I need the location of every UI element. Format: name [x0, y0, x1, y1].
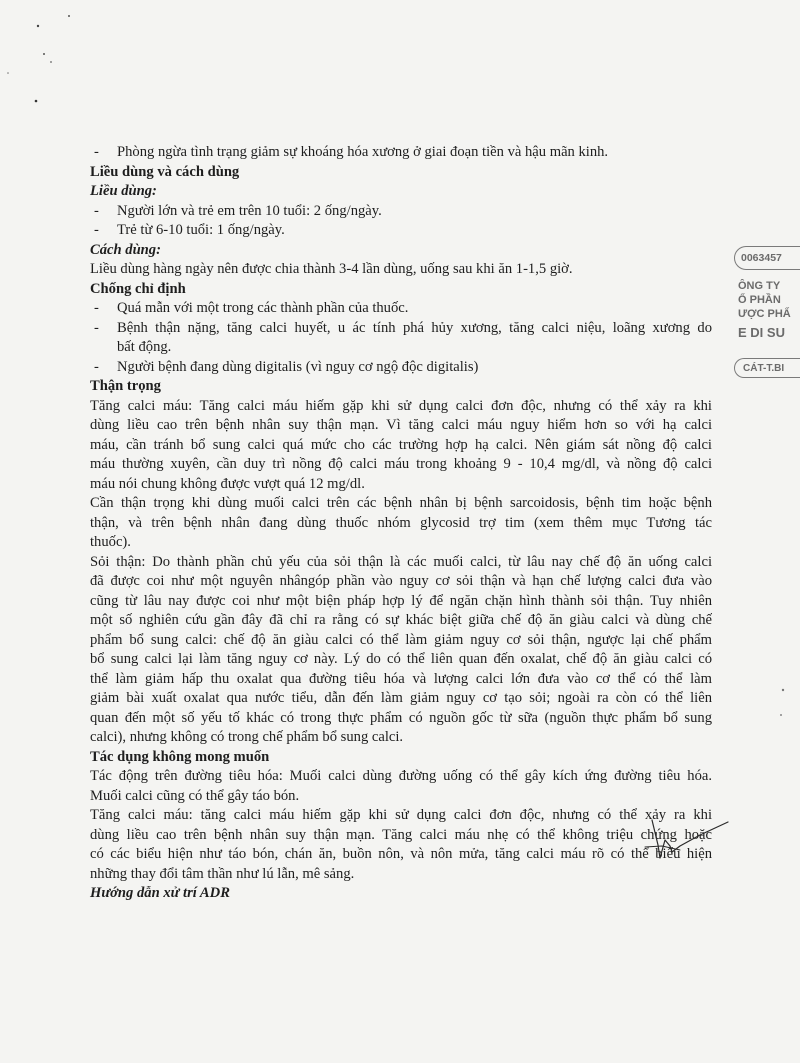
subsection-heading: Cách dùng:	[90, 241, 161, 258]
bullet-text: Bệnh thận nặng, tăng calci huyết, u ác tính phá hủy xương, tăng calci niệu, loãng xương do	[117, 319, 712, 336]
stamp-line: Ổ PHẦN	[738, 294, 781, 306]
paragraph-line: phẩm bổ sung calci: chế độ ăn giàu calci có thể làm giảm nguy cơ sỏi thận, ngược lại chế phẩm	[90, 631, 712, 648]
paragraph-line: dùng liều cao trên bệnh nhân suy thận mạn. Vì tăng calci máu nguy hiểm hơn so với hạ calci	[90, 417, 712, 433]
bullet-continuation: bất động.	[117, 339, 172, 355]
paragraph-line: Liều dùng hàng ngày nên được chia thành 3-4 lần dùng, uống sau khi ăn 1-1,5 giờ.	[90, 261, 573, 277]
paragraph-line: giảm bài xuất oxalat qua nước tiểu, dẫn đến làm giảm nguy cơ tạo sỏi; ngoài ra còn có thể liên	[90, 690, 712, 706]
paragraph-line: đã được coi như một nguyên nhângóp phần vào nguy cơ sỏi thận và hạn chế lượng calci đưa vào	[90, 573, 712, 589]
bullet-text: Quá mẫn với một trong các thành phần của thuốc.	[117, 300, 409, 316]
bullet-text: Người lớn và trẻ em trên 10 tuổi: 2 ống/ngày.	[117, 202, 382, 219]
bullet-dash: -	[94, 319, 99, 336]
paragraph-line: thận, và trên bệnh nhân đang dùng thuốc nhóm glycosid trợ tim (xem thêm mục Tương tác	[90, 514, 712, 531]
stamp-number: 0063457	[734, 246, 800, 270]
paragraph-line: một số nghiên cứu gần đây đã chỉ ra rằng có sự khác biệt giữa chế độ ăn giàu calci và dùng chế	[90, 612, 712, 628]
stamp-line: ƯỢC PHẨ	[738, 308, 791, 320]
paragraph-line: thể làm giảm hấp thu oxalat qua đường tiêu hóa và lượng calci lớn đưa vào cơ thể có thể làm	[90, 670, 712, 687]
subsection-heading: Liều dùng:	[90, 183, 157, 199]
paragraph-line: quan đến một số yếu tố khác có trong thực phẩm có nguồn gốc từ sữa (nguồn thực phẩm bổ sung	[90, 709, 712, 726]
paragraph-line: calci), nhưng không có trong chế phẩm bổ sung calci.	[90, 729, 404, 745]
paragraph-line: Sỏi thận: Do thành phần chủ yếu của sỏi thận là các muối calci, từ lâu nay chế độ ăn uống calci	[90, 553, 712, 570]
paragraph-line: dùng liều cao trên bệnh nhân suy thận mạn. Tăng calci máu nhẹ có thể không triệu chứng hoặc	[90, 826, 712, 843]
bullet-dash: -	[94, 222, 99, 238]
paragraph-line: thuốc).	[90, 534, 131, 550]
paragraph-line: bổ sung calci lại làm tăng nguy cơ này. Lý do có thể liên quan đến oxalat, chế độ ăn giàu calci có	[90, 651, 712, 667]
bullet-dash: -	[94, 300, 99, 316]
stamp-line: ÔNG TY	[738, 280, 781, 292]
paragraph-line: máu nói chung không được vượt quá 12 mg/dl.	[90, 475, 365, 492]
bullet-dash: -	[94, 144, 99, 160]
bullet-text: Phòng ngừa tình trạng giảm sự khoáng hóa xương ở giai đoạn tiền và hậu mãn kinh.	[117, 144, 609, 160]
paragraph-line: máu thường xuyên, cần duy trì nồng độ calci máu trong khoảng 9 - 10,4 mg/dl, và nồng độ calci	[90, 456, 712, 472]
subsection-heading: Hướng dẫn xử trí ADR	[90, 885, 230, 901]
section-heading: Liều dùng và cách dùng	[90, 163, 240, 180]
paragraph-line: Tăng calci máu: tăng calci máu hiếm gặp khi sử dụng calci đơn độc, nhưng có thể xảy ra khi	[90, 807, 712, 823]
paragraph-line: Muối calci cũng có thể gây táo bón.	[90, 787, 300, 804]
paragraph-line: máu, cần tránh bổ sung calci quá mức cho các trường hợp hạ calci. Nên giám sát nồng độ calci	[90, 436, 712, 453]
company-stamp	[728, 240, 800, 390]
section-heading: Chống chỉ định	[90, 280, 186, 297]
paragraph-line: Tác động trên đường tiêu hóa: Muối calci dùng đường uống có thể gây kích ứng đường tiêu hóa.	[90, 768, 712, 784]
bullet-text: Người bệnh đang dùng digitalis (vì nguy cơ ngộ độc digitalis)	[117, 358, 479, 375]
section-heading: Thận trọng	[90, 378, 161, 394]
section-heading: Tác dụng không mong muốn	[90, 748, 270, 765]
paragraph-line: Cần thận trọng khi dùng muối calci trên các bệnh nhân bị bệnh sarcoidosis, bệnh tim hoặc bệnh	[90, 495, 712, 511]
bullet-dash: -	[94, 202, 99, 219]
stamp-bottom: CÁT-T.BI	[734, 358, 800, 378]
paragraph-line: cũng từ lâu nay được coi như một biện pháp hợp lý để ngăn chặn hình thành sỏi thận. Tuy nhiên	[90, 592, 712, 609]
paragraph-line: những thay đổi tâm thần như lú lẫn, mê sảng.	[90, 865, 355, 882]
bullet-text: Trẻ từ 6-10 tuổi: 1 ống/ngày.	[117, 222, 285, 238]
paragraph-line: có các biểu hiện như táo bón, chán ăn, buồn nôn, và nôn mửa, tăng calci máu rõ có thể biểu hiện	[90, 846, 712, 862]
stamp-line: E DI SU	[738, 325, 785, 340]
bullet-dash: -	[94, 358, 99, 375]
paragraph-line: Tăng calci máu: Tăng calci máu hiếm gặp khi sử dụng calci đơn độc, nhưng có thể xảy ra khi	[90, 397, 712, 414]
